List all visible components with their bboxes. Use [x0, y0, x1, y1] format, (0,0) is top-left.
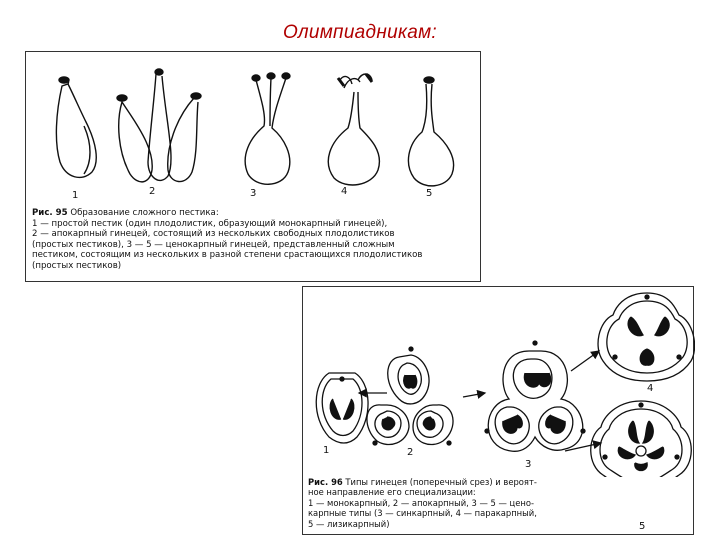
pistil-syncarpous-free-styles-drawing: [245, 73, 290, 184]
figure-96-label-2: 2: [407, 447, 414, 458]
figure-95-label-1: 1: [72, 190, 79, 201]
figure-96-caption-line: Типы гинецея (поперечный срез) и вероят-: [342, 477, 537, 487]
figure-96-caption-line: ное направление его специализации:: [308, 487, 476, 498]
figure-95-label-2: 2: [149, 186, 156, 197]
figure-96-label-4: 4: [647, 383, 654, 394]
pistil-fused-single-stigma-drawing: [408, 77, 453, 186]
pistil-simple-drawing: [56, 77, 96, 177]
figure-95-label-5: 5: [426, 188, 433, 199]
figure-96-label-1: 1: [323, 445, 330, 456]
figure-95-caption-line: (простых пестиков), 3 — 5 — ценокарпный гинецей, представленный сложным: [32, 239, 395, 250]
figure-95-caption-line: (простых пестиков): [32, 260, 122, 271]
slide-title: Олимпиадникам:: [282, 22, 438, 43]
figure-95-caption-line: Образование сложного пестика:: [67, 208, 219, 218]
gynoecium-monocarpous-drawing: [316, 373, 368, 443]
pistil-apocarpous-drawing: [117, 69, 201, 182]
figure-95-caption: [32, 208, 476, 272]
figure-95-caption-line: 1 — простой пестик (один плодолистик, образующий монокарпный гинецей),: [32, 218, 388, 229]
figure-96-caption-line: карпные типы (3 — синкарпный, 4 — паракарпный,: [308, 508, 537, 519]
pistil-fused-style-free-stigmas-drawing: [328, 74, 379, 185]
gynoecium-apocarpous-drawing: [367, 347, 453, 445]
figure-96-caption-prefix: Рис. 96: [308, 477, 343, 487]
figure-95-caption-prefix: Рис. 95: [32, 208, 68, 218]
gynoecium-cross-sections: [303, 287, 695, 477]
gynoecium-lysicarpous-drawing: [591, 401, 692, 477]
figure-95-label-4: 4: [341, 186, 348, 197]
figure-96-caption-line: 5 — лизикарпный): [308, 518, 390, 529]
figure-96-gynoecium-types: [302, 286, 694, 535]
figure-95-caption-line: 2 — апокарпный гинецей, состоящий из нескольких свободных плодолистиков: [32, 229, 395, 240]
pistil-illustrations: [26, 52, 482, 208]
figure-96-caption: [308, 477, 570, 529]
figure-95-caption-line: пестиком, состоящим из нескольких в разной степени срастающихся плодолистиков: [32, 250, 423, 261]
figure-96-label-5: 5: [639, 521, 646, 532]
figure-96-caption-line: 1 — монокарпный, 2 — апокарпный, 3 — 5 — цено-: [308, 497, 535, 508]
figure-95-label-3: 3: [250, 188, 257, 199]
gynoecium-syncarpous-drawing: [485, 341, 585, 451]
gynoecium-paracarpous-drawing: [598, 293, 695, 381]
figure-95-pistil-formation: [25, 51, 481, 282]
figure-96-label-3: 3: [525, 459, 532, 470]
